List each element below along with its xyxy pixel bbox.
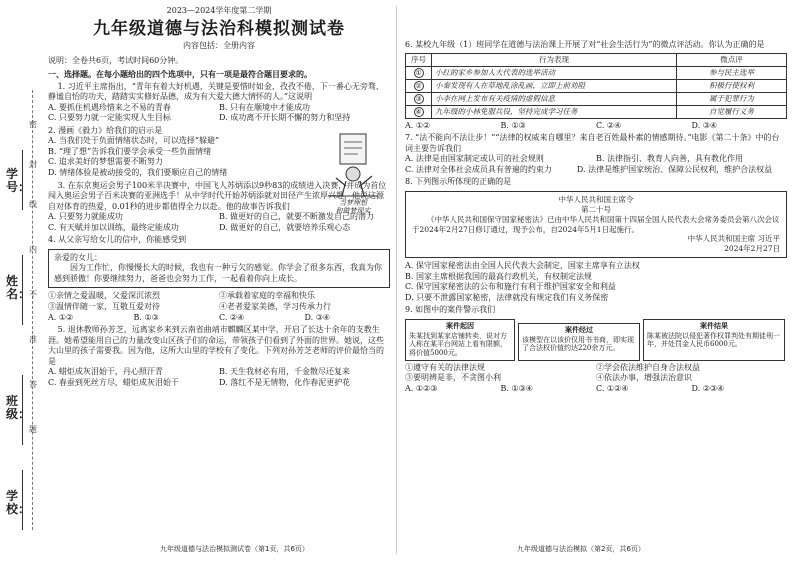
question-4 xyxy=(48,235,390,323)
options-row xyxy=(405,384,787,395)
option-d[interactable]: D. ③④ xyxy=(691,120,718,130)
option-b[interactable]: B. 天生我材必有用，千金散尽还复来 xyxy=(219,367,350,377)
question-stem: 7. “法不能向不法让步！”“法律的权威来自哪里？来自老百姓最朴素的情感期待。”电影《第二十条》中的台词主要告诉我们 xyxy=(405,133,780,153)
case-process-title: 案件经过 xyxy=(565,324,593,334)
seal-char: 线 xyxy=(29,200,37,209)
options-row xyxy=(48,378,390,389)
question-stem: 5. 退休教师孙芳芝，远离家乡来到云南省曲靖市麒麟区某中学，开启了长达十余年的支教生涯。她希望能用自己的力量改变山区孩子们的命运，带领孩子们看到了外面的世界。她说，这些大山里的孩子需要我。因为他，这所大山里的学校有了变化。下列对孙芳芝老师的评价最恰当的是 xyxy=(48,325,384,366)
table-row xyxy=(406,92,787,105)
option-a[interactable]: A. ①②③ xyxy=(405,384,438,393)
row-number-cell xyxy=(406,79,432,92)
row-number-cell xyxy=(406,92,432,105)
options-row xyxy=(48,313,390,324)
statement-item: ④老者爱家美德，学习传承力行 xyxy=(219,302,331,312)
option-a[interactable]: A. ①② xyxy=(405,120,431,130)
option-c[interactable]: C. 春蚕到死丝方尽，蜡炬成灰泪始干 xyxy=(48,377,179,387)
class-label: 班级： xyxy=(6,394,31,421)
option-b[interactable]: B. ①③④ xyxy=(500,384,533,393)
order-body: 《中华人民共和国保守国家秘密法》已由中华人民共和国第十四届全国人民代表大会常务委员会第八次会议于2024年2月27日修订通过，现予公布，自2024年5月1日起施行。 xyxy=(412,214,780,234)
option-b[interactable]: B. 只有在顺境中才能成功 xyxy=(219,102,310,112)
option-a[interactable]: A. 当我们处于负面情绪状态时，可以选择“躲避” xyxy=(48,136,220,146)
options-row xyxy=(405,121,787,132)
exam-page-2 xyxy=(397,0,794,561)
question-8 xyxy=(405,177,787,303)
table-row xyxy=(406,105,787,118)
seal-char: 答 xyxy=(29,380,37,389)
case-cause-text: 朱某找到某家店铺转卖，说对方人称在某平台网站上看有限额，将价值5000元。 xyxy=(409,331,507,358)
school-year: 2023—2024学年度第二学期 xyxy=(166,6,272,15)
case-flow xyxy=(405,319,787,361)
option-c[interactable]: C. 法律对全体社会成员具有普遍的约束力 xyxy=(405,164,552,174)
options-row xyxy=(48,103,390,114)
question-stem: 4. 从父亲写给女儿的信中，你能感受到 xyxy=(48,235,187,245)
cartoon-illustration xyxy=(322,128,384,200)
row-number: ① xyxy=(415,68,422,77)
page-1-content xyxy=(48,6,390,388)
content-scope: 内容包括：全册内容 xyxy=(183,40,255,50)
option-c[interactable]: C. 只要努力就一定能实现人生目标 xyxy=(48,113,171,123)
order-title: 中华人民共和国主席令 xyxy=(558,194,634,204)
seal-char: 封 xyxy=(29,160,37,169)
option-a[interactable]: A. 要抓住机遇珍惜来之不易的青春 xyxy=(48,102,171,112)
option-a[interactable]: A. ①② xyxy=(48,312,74,322)
option-d[interactable]: D. 法律是维护国家统治、保障公民权利，维护合法权益 xyxy=(576,164,773,174)
column-header: 行为表现 xyxy=(432,53,677,66)
option-a[interactable]: A. 只要努力就能成功 xyxy=(48,212,123,222)
letter-body: 因为工作忙，你慢慢长大的时候，我也有一种亏欠的感觉。你学会了很多东西，我真为你感到骄傲！你要继续努力，爸爸也会努力工作，一起看着你向上成长。 xyxy=(54,263,382,283)
option-d[interactable]: D. 成功离不开长期不懈的努力和坚持 xyxy=(219,113,351,123)
option-d[interactable]: D. 落红不是无情物，化作春泥更护花 xyxy=(219,377,351,387)
option-c[interactable]: C. 追求美好的梦想需要不断努力 xyxy=(48,157,163,167)
page-footer: 九年级道德与法治模拟测试卷（第1页，共6页） xyxy=(160,544,309,553)
comment-cell: 参与民主选举 xyxy=(677,66,787,79)
question-stem: 1. 习近平主席指出，“青年有着大好机遇，关键是要惜时如金、孜孜不倦，下一番心无旁骛、静谧自怡的功夫，踏踏实实修好品德，成为有大爱大德大情怀的人。”这说明 xyxy=(48,81,384,102)
options-row xyxy=(48,113,390,124)
student-name-label: 姓名： xyxy=(6,274,31,301)
option-a[interactable]: A. 蜡炬成灰泪始干，丹心照汗青 xyxy=(48,367,163,377)
behavior-cell: 小李在网上发布有关疫情的虚假信息 xyxy=(432,92,677,105)
comment-cell: 积极行使权利 xyxy=(677,79,787,92)
items-row xyxy=(48,302,390,313)
order-date: 2024年2月27日 xyxy=(724,244,780,254)
seal-char: 不 xyxy=(29,290,37,299)
options-row xyxy=(405,165,787,176)
option-c[interactable]: C. 保守国家秘密法的公布和施行有利于维护国家安全和利益 xyxy=(405,282,616,292)
cartoon-caption: 当梦理想 和做梦现实 xyxy=(335,198,371,215)
question-9 xyxy=(405,305,787,394)
option-b[interactable]: B. 法律指引、教育人向善，具有教化作用 xyxy=(596,154,743,164)
seal-char: 密 xyxy=(29,120,37,129)
option-b[interactable]: B. 做更好的自己，就要不断激发自己的潜力 xyxy=(219,212,374,222)
row-number-cell xyxy=(406,105,432,118)
statement-item: ④依法办事，增强法治意识 xyxy=(596,373,692,383)
option-c[interactable]: C. 有天赋并加以训练，最终定能成功 xyxy=(48,222,179,232)
table-row xyxy=(406,66,787,79)
school-label: 学校： xyxy=(6,489,31,516)
items-row xyxy=(48,291,390,302)
letter-greeting: 亲爱的女儿： xyxy=(54,252,102,262)
option-a[interactable]: A. 法律是由国家制定或认可的社会规则 xyxy=(405,154,544,164)
option-b[interactable]: B. 国家主席根据我国的最高行政机关，有权制定法规 xyxy=(405,271,592,281)
question-stem: 6. 某校九年级（1）班同学在道德与法治课上开展了对“社会生活行为”的微点评活动。你认为正确的是 xyxy=(405,40,765,49)
table-header-row xyxy=(406,53,787,66)
statement-item: ①亲情之爱温暖，父爱深沉浓烈 xyxy=(48,291,160,301)
option-b[interactable]: B. “理了想”告诉我们要学会承受一些负面情绪 xyxy=(48,146,212,156)
page-2-content xyxy=(405,38,787,395)
order-signature: 中华人民共和国主席 习近平 xyxy=(687,234,780,244)
question-stem: 2. 漫画《毅力》给我们的启示是 xyxy=(48,125,163,135)
column-header: 序号 xyxy=(406,53,432,66)
option-b[interactable]: B. ①③ xyxy=(133,312,159,322)
student-number-line[interactable] xyxy=(22,150,24,210)
option-d[interactable]: D. 只要不泄露国家秘密，法律就没有规定我们有义务保密 xyxy=(405,292,609,302)
behavior-cell: 小红的家乡参加人大代表的选举活动 xyxy=(432,66,677,79)
behavior-cell: 九年级的小林免服兵役，坚持完成学习任务 xyxy=(432,105,677,118)
options-row xyxy=(48,367,390,378)
items-row xyxy=(405,363,787,374)
case-result-box xyxy=(643,319,785,361)
option-d[interactable]: D. ③④ xyxy=(304,312,331,322)
options-row xyxy=(48,223,390,234)
statement-item: ③要明辨是非，不贪图小利 xyxy=(405,373,501,383)
row-number-cell xyxy=(406,66,432,79)
case-process-text: 该模型在以该价仅用书书商，即实现了合法权价值约达220余万元。 xyxy=(522,335,634,353)
case-process-box xyxy=(518,323,640,361)
option-c[interactable]: C. ②④ xyxy=(596,120,622,130)
case-result-text: 陈某被法院以侵犯著作权罪判处有期徒刑一年，并处罚金人民币6000元。 xyxy=(647,331,780,349)
page-footer: 九年级道德与法治模拟（第2页，共6页） xyxy=(517,544,645,553)
seal-char: 内 xyxy=(29,245,37,254)
option-b[interactable]: B. ①③ xyxy=(500,120,526,130)
order-number: 第二十号 xyxy=(581,204,611,214)
binding-strip xyxy=(0,0,40,561)
student-number-label: 学号： xyxy=(6,167,31,194)
row-number: ② xyxy=(415,81,422,90)
student-name-line[interactable] xyxy=(22,255,24,325)
case-cause-box xyxy=(405,319,515,361)
case-cause-title: 案件起因 xyxy=(446,320,474,330)
letter-box xyxy=(48,249,390,289)
comment-cell: 属于犯罪行为 xyxy=(677,92,787,105)
items-row xyxy=(405,373,787,384)
table-row xyxy=(406,79,787,92)
question-6 xyxy=(405,40,787,131)
seal-char: 准 xyxy=(29,335,37,344)
statement-item: ①遵守有关的法律法规 xyxy=(405,362,485,372)
question-5 xyxy=(48,325,390,388)
page-title: 九年级道德与法治科模拟测试卷 xyxy=(93,18,345,39)
section-heading: 一、选择题。在每小题给出的四个选项中，只有一项是最符合题目要求的。 xyxy=(48,69,312,80)
column-header: 微点评 xyxy=(677,53,787,66)
case-result-title: 案件结果 xyxy=(700,320,728,330)
option-d[interactable]: D. 情绪体验是被动接受的，我们要顺应自己的情绪 xyxy=(48,168,228,177)
exam-instructions: 说明：全卷共6页，考试时间60分钟。 xyxy=(48,55,184,65)
statement-item: ②学会依法维护自身合法权益 xyxy=(596,362,700,372)
option-d[interactable]: D. 做更好的自己，就要培养乐观心态 xyxy=(219,222,351,232)
options-row xyxy=(405,154,787,165)
school-line[interactable] xyxy=(22,470,24,530)
behavior-table xyxy=(405,53,787,119)
option-d[interactable]: D. ②③④ xyxy=(691,384,725,393)
statement-item: ③温情伴随一家，互敬互爱对待 xyxy=(48,302,160,312)
option-c[interactable]: C. ①②④ xyxy=(596,384,629,393)
class-line[interactable] xyxy=(22,375,24,445)
row-number: ④ xyxy=(415,107,422,116)
seal-char: 题 xyxy=(29,425,37,434)
question-stem: 3. 在东京奥运会男子100米半决赛中，中国飞人苏炳添以9秒83的成绩进入决赛，并成为首位闯入奥运会男子百米决赛的亚洲选手！从中学时代开始苏炳添就对田径产生浓厚兴趣，他说这源自对体育的热爱，0.01秒的进步都值得全力以赴。他的故事告诉我们 xyxy=(48,180,387,211)
comment-cell: 自觉履行义务 xyxy=(677,105,787,118)
option-c[interactable]: C. ②④ xyxy=(219,312,245,322)
question-stem: 9. 如图中的案件警示我们 xyxy=(405,305,496,315)
row-number: ③ xyxy=(415,94,422,103)
seal-line xyxy=(32,90,33,530)
presidential-order-box xyxy=(405,191,787,258)
option-a[interactable]: A. 保守国家秘密法由全国人民代表大会制定，国家主席享有立法权 xyxy=(405,261,640,271)
statement-item: ②承载着家庭的幸福和快乐 xyxy=(219,291,315,301)
question-1 xyxy=(48,82,390,124)
behavior-cell: 小秦发现有人在草地乱涂乱画，立即上前劝阻 xyxy=(432,79,677,92)
question-7 xyxy=(405,133,787,175)
question-stem: 8. 下列图示所体现的正确的是 xyxy=(405,177,512,187)
